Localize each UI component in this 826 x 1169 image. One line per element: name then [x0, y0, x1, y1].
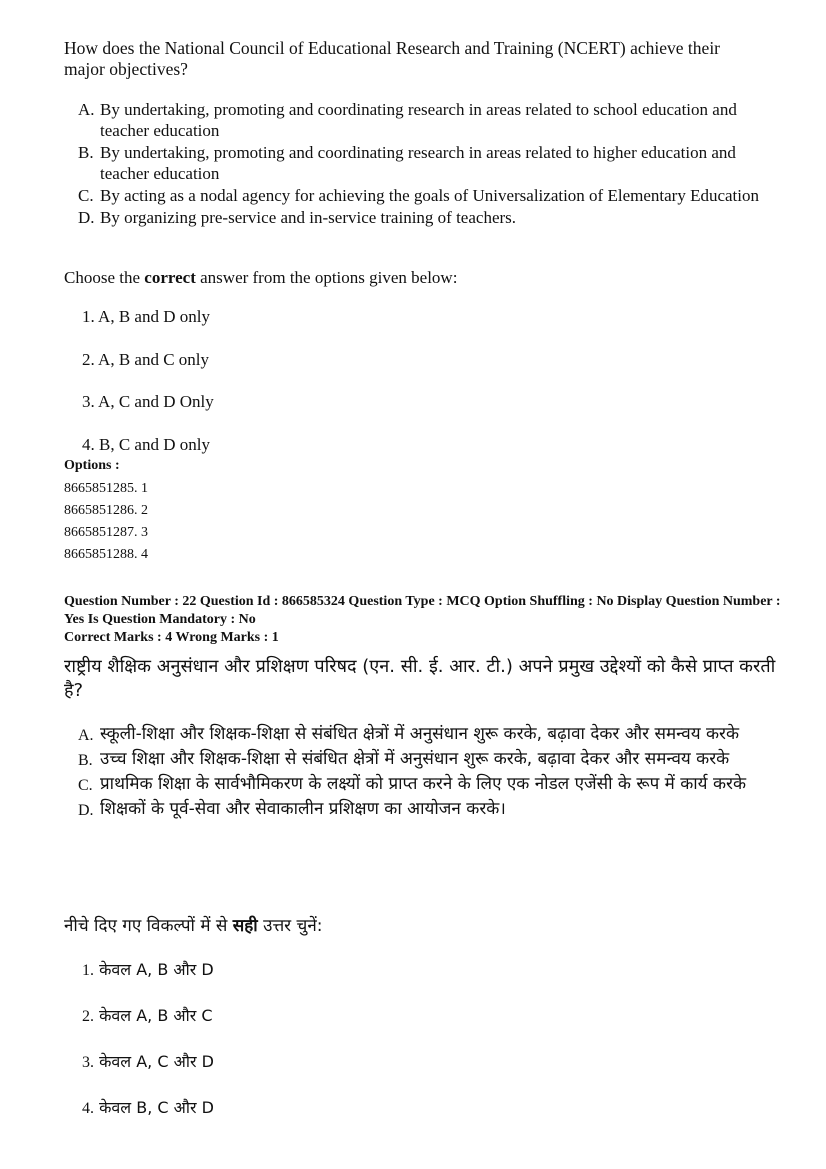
- option-text: केवल A, B और D: [99, 960, 214, 979]
- answer-option-4[interactable]: 4. B, C and D only: [82, 435, 210, 454]
- answer-option-1[interactable]: 1. A, B and D only: [82, 307, 210, 326]
- statement-text: By undertaking, promoting and coordinating research in areas related to higher education and teacher education: [100, 143, 736, 183]
- options-label: Options :: [64, 458, 120, 473]
- statement-label: B.: [78, 752, 93, 769]
- statement-list-english: [78, 99, 778, 229]
- statement-a: [78, 99, 778, 141]
- option-id: 8665851287. 3: [64, 525, 148, 540]
- statement-label: D.: [78, 208, 95, 227]
- option-number: 3.: [82, 1054, 94, 1071]
- instruction-bold: सही: [232, 916, 258, 936]
- statement-label: A.: [78, 727, 94, 744]
- statement-text: प्राथमिक शिक्षा के सार्वभौमिकरण के लक्ष्यों को प्राप्त करने के लिए एक नोडल एजेंसी के रूप में कार्य करके: [100, 774, 747, 794]
- answer-option-4-hindi[interactable]: [82, 1097, 214, 1120]
- instruction-english: [64, 267, 457, 288]
- instruction-hindi: [64, 914, 323, 938]
- statement-label: B.: [78, 143, 94, 162]
- option-id: 8665851286. 2: [64, 503, 148, 518]
- instruction-bold: correct: [144, 268, 196, 287]
- instruction-suffix: answer from the options given below:: [195, 268, 458, 287]
- statement-d: [78, 207, 778, 228]
- instruction-prefix: Choose the: [64, 268, 145, 287]
- option-number: 1.: [82, 962, 94, 979]
- option-id: 8665851288. 4: [64, 547, 148, 562]
- answer-option-2-hindi[interactable]: [82, 1005, 213, 1028]
- statement-c: [78, 185, 778, 206]
- statement-text: By undertaking, promoting and coordinating research in areas related to school education and teacher education: [100, 100, 737, 140]
- statement-text: उच्च शिक्षा और शिक्षक-शिक्षा से संबंधित क्षेत्रों में अनुसंधान शुरू करके, बढ़ावा देकर और समन्वय करके: [100, 749, 730, 769]
- instruction-prefix: नीचे दिए गए विकल्पों में से: [64, 916, 233, 936]
- statement-label: D.: [78, 802, 94, 819]
- question-meta-line1: Question Number : 22 Question Id : 866585324 Question Type : MCQ Option Shuffling : No Display Question Number : Yes Is Question Mandatory : No: [64, 594, 781, 627]
- statement-a: [78, 722, 798, 746]
- statement-text: स्कूली-शिक्षा और शिक्षक-शिक्षा से संबंधित क्षेत्रों में अनुसंधान शुरू करके, बढ़ावा देकर और समन्वय करके: [100, 724, 740, 744]
- statement-text: By organizing pre-service and in-service training of teachers.: [100, 208, 517, 227]
- option-id: 8665851285. 1: [64, 481, 148, 496]
- statement-list-hindi: [78, 722, 798, 822]
- option-text: केवल B, C और D: [99, 1098, 214, 1117]
- statement-label: A.: [78, 100, 95, 119]
- statement-text: शिक्षकों के पूर्व-सेवा और सेवाकालीन प्रशिक्षण का आयोजन करके।: [100, 799, 506, 819]
- statement-label: C.: [78, 186, 94, 205]
- option-number: 2.: [82, 1008, 94, 1025]
- question-meta: [64, 593, 784, 647]
- statement-text: By acting as a nodal agency for achieving the goals of Universalization of Elementary Education: [100, 186, 759, 205]
- question-meta-line2: Correct Marks : 4 Wrong Marks : 1: [64, 630, 279, 645]
- question-text-english: How does the National Council of Educational Research and Training (NCERT) achieve their major objectives?: [64, 38, 721, 79]
- instruction-suffix: उत्तर चुनें:: [257, 916, 323, 936]
- statement-b: [78, 142, 778, 184]
- statement-b: [78, 747, 798, 771]
- statement-c: [78, 772, 798, 796]
- answer-option-3[interactable]: 3. A, C and D Only: [82, 392, 214, 411]
- answer-option-2[interactable]: 2. A, B and C only: [82, 350, 210, 369]
- option-text: केवल A, C और D: [99, 1052, 214, 1071]
- statement-d: [78, 797, 798, 821]
- option-number: 4.: [82, 1100, 94, 1117]
- answer-option-1-hindi[interactable]: [82, 959, 214, 982]
- question-text-hindi: राष्ट्रीय शैक्षिक अनुसंधान और प्रशिक्षण परिषद (एन. सी. ई. आर. टी.) अपने प्रमुख उद्देश्यों को कैसे प्राप्त करती है?: [64, 656, 776, 701]
- statement-label: C.: [78, 777, 93, 794]
- answer-option-3-hindi[interactable]: [82, 1051, 214, 1074]
- option-text: केवल A, B और C: [99, 1006, 213, 1025]
